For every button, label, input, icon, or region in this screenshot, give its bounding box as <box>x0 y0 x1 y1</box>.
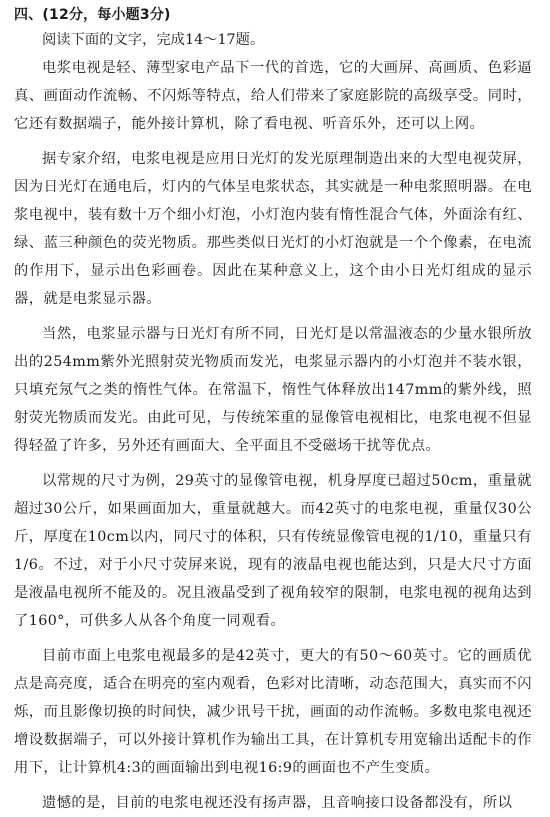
paragraph-5: 目前市面上电浆电视最多的是42英寸，更大的有50～60英寸。它的画质优点是高亮度，适合在明亮的室内观看，色彩对比清晰，动态范围大，真实而不闪烁，而且影像切换的时间快，减少讯号干扰，画面的动作流畅。多数电浆电视还增设数据端子，可以外接计算机作为输出工具，在计算机专用宽输出适配卡的作用下，让计算机4:3的画面输出到电视16:9的画面也不产生变质。 <box>14 648 532 776</box>
paragraph-6: 遗憾的是，目前的电浆电视还没有扬声器，且音响接口设备都没有，所以 <box>42 795 513 811</box>
paragraph-3: 当然，电浆显示器与日光灯有所不同，日光灯是以常温液态的少量水银所放出的254mm紫外光照射荧光物质而发光，电浆显示器内的小灯泡并不装水银，只填充氖气之类的惰性气体。在常温下，惰性气体释放出147mm的紫外线，照射荧光物质而发光。由此可见，与传统笨重的显像管电视相比，电浆电视不但显得轻盈了许多，另外还有画面大、全平面且不受磁场干扰等优点。 <box>14 326 532 454</box>
instruction-text: 阅读下面的文字，完成14～17题。 <box>42 32 265 48</box>
section-heading: 四、(12分，每小题3分) <box>14 7 171 23</box>
paragraph-4: 以常规的尺寸为例，29英寸的显像管电视，机身厚度已超过50cm，重量就超过30公斤，如果画面加大，重量就越大。而42英寸的电浆电视，重量仅30公斤，厚度在10cm以内，同尺寸的体积，只有传统显像管电视的1/10，重量只有1/6。不过，对于小尺寸荧屏来说，现有的液晶电视也能达到，只是大尺寸方面是液晶电视所不能及的。况且液晶受到了视角较窄的限制，电浆电视的视角达到了160°，可供多人从各个角度一同观看。 <box>14 473 532 629</box>
paragraph-2: 据专家介绍，电浆电视是应用日光灯的发光原理制造出来的大型电视荧屏，因为日光灯在通电后，灯内的气体呈电浆状态，其实就是一种电浆照明器。在电浆电视中，装有数十万个细小灯泡，小灯泡内装有惰性混合气体，外面涂有红、绿、蓝三种颜色的荧光物质。那些类似日光灯的小灯泡就是一个个像素，在电流的作用下，显示出色彩画卷。因此在某种意义上，这个由小日光灯组成的显示器，就是电浆显示器。 <box>14 151 532 307</box>
paragraph-1: 电浆电视是轻、薄型家电产品下一代的首选，它的大画屏、高画质、色彩逼真、画面动作流畅、不闪烁等特点，给人们带来了家庭影院的高级享受。同时，它还有数据端子，能外接计算机，除了看电视、听音乐外，还可以上网。 <box>14 60 532 132</box>
